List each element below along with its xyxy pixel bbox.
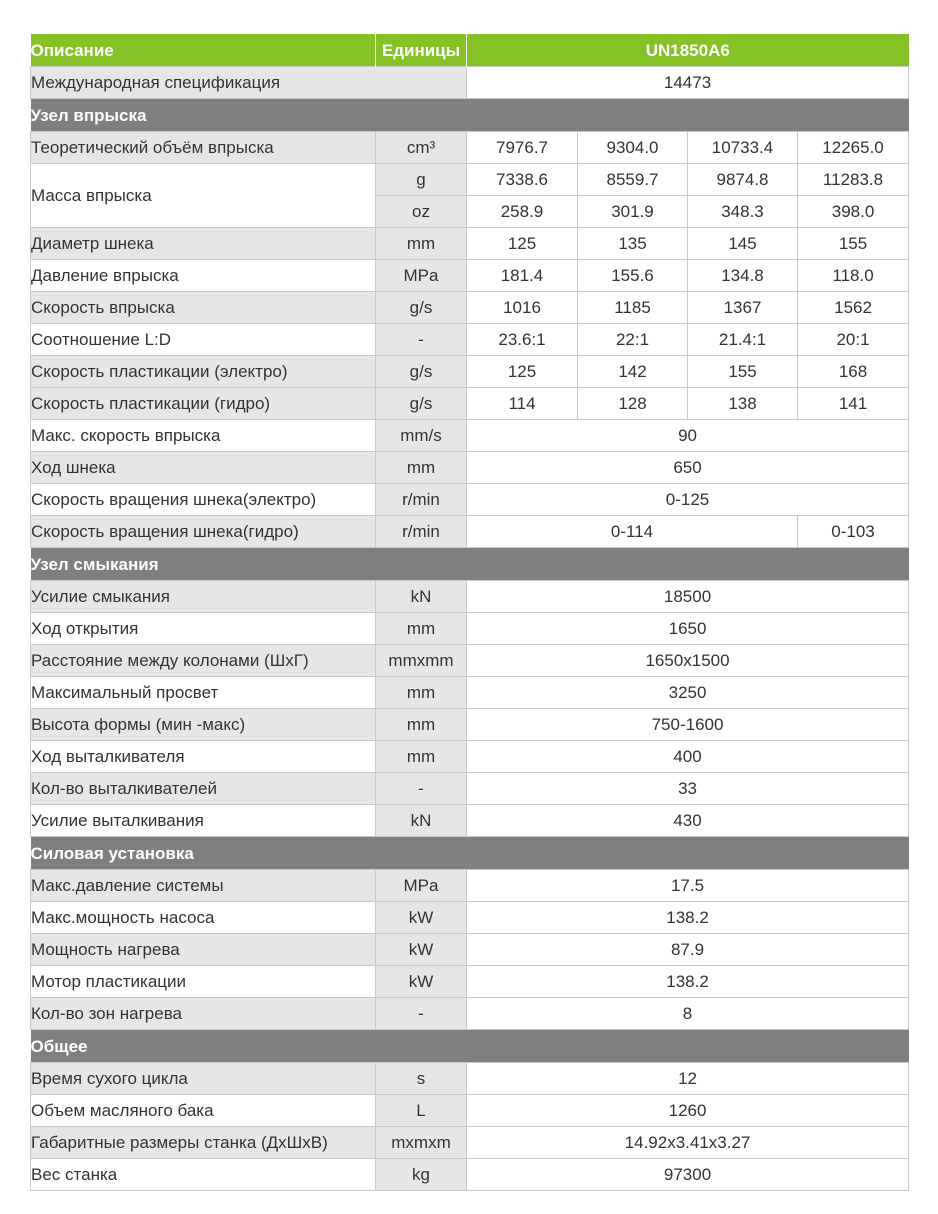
- table-row: [31, 324, 909, 356]
- row-value: 430: [467, 805, 909, 837]
- row-unit: g/s: [376, 356, 467, 388]
- row-unit: r/min: [376, 484, 467, 516]
- row-label: Макс.давление системы: [31, 870, 376, 902]
- row-label: Ход шнека: [31, 452, 376, 484]
- row-unit: mm: [376, 228, 467, 260]
- row-value: 21.4:1: [688, 324, 798, 356]
- table-row: [31, 516, 909, 548]
- row-label: Диаметр шнека: [31, 228, 376, 260]
- row-unit: r/min: [376, 516, 467, 548]
- row-value: 1562: [798, 292, 909, 324]
- table-row: [31, 420, 909, 452]
- table-row: [31, 388, 909, 420]
- table-row: [31, 741, 909, 773]
- row-unit: mm: [376, 677, 467, 709]
- table-row: [31, 709, 909, 741]
- table-row: [31, 132, 909, 164]
- table-row: [31, 228, 909, 260]
- row-value: 90: [467, 420, 909, 452]
- table-row: [31, 292, 909, 324]
- row-value: 87.9: [467, 934, 909, 966]
- row-value: 155: [688, 356, 798, 388]
- row-unit: MPa: [376, 260, 467, 292]
- section-header: [31, 99, 909, 132]
- row-label: Высота формы (мин -макс): [31, 709, 376, 741]
- header-model: UN1850A6: [467, 34, 909, 67]
- row-unit: -: [376, 773, 467, 805]
- row-label: Кол-во зон нагрева: [31, 998, 376, 1030]
- header-description: Описание: [31, 34, 376, 67]
- row-label: Теоретический объём впрыска: [31, 132, 376, 164]
- row-value: 9874.8: [688, 164, 798, 196]
- spec-table: [30, 34, 909, 1191]
- row-value: 301.9: [578, 196, 688, 228]
- table-row: [31, 966, 909, 998]
- row-label: Ход открытия: [31, 613, 376, 645]
- row-unit: kg: [376, 1159, 467, 1191]
- row-value: 650: [467, 452, 909, 484]
- table-row: [31, 677, 909, 709]
- row-unit: g/s: [376, 292, 467, 324]
- table-row: [31, 581, 909, 613]
- row-label: Давление впрыска: [31, 260, 376, 292]
- row-label: Габаритные размеры станка (ДхШхВ): [31, 1127, 376, 1159]
- table-row: [31, 1063, 909, 1095]
- row-value: 138.2: [467, 966, 909, 998]
- row-value: 33: [467, 773, 909, 805]
- row-unit: mm/s: [376, 420, 467, 452]
- row-unit: mm: [376, 709, 467, 741]
- row-label: Макс. скорость впрыска: [31, 420, 376, 452]
- row-unit: kN: [376, 805, 467, 837]
- section-header: [31, 837, 909, 870]
- row-value: 138: [688, 388, 798, 420]
- row-value: 20:1: [798, 324, 909, 356]
- row-unit: -: [376, 324, 467, 356]
- table-row: [31, 164, 909, 196]
- row-label: Мотор пластикации: [31, 966, 376, 998]
- row-value: 12: [467, 1063, 909, 1095]
- row-value: 138.2: [467, 902, 909, 934]
- row-value: 3250: [467, 677, 909, 709]
- row-value: 125: [467, 356, 578, 388]
- row-unit: MPa: [376, 870, 467, 902]
- row-unit: kW: [376, 934, 467, 966]
- row-value: 8: [467, 998, 909, 1030]
- row-unit: mxmxm: [376, 1127, 467, 1159]
- row-label: Максимальный просвет: [31, 677, 376, 709]
- row-value: 22:1: [578, 324, 688, 356]
- row-label: Усилие смыкания: [31, 581, 376, 613]
- table-row: [31, 805, 909, 837]
- row-value: 155.6: [578, 260, 688, 292]
- row-value: 1185: [578, 292, 688, 324]
- table-row: [31, 613, 909, 645]
- row-label: Скорость пластикации (электро): [31, 356, 376, 388]
- row-value: 348.3: [688, 196, 798, 228]
- row-label: Время сухого цикла: [31, 1063, 376, 1095]
- row-value: 1367: [688, 292, 798, 324]
- row-label: Международная спецификация: [31, 67, 467, 99]
- row-value: 11283.8: [798, 164, 909, 196]
- row-value: 0-114: [467, 516, 798, 548]
- row-value: 0-125: [467, 484, 909, 516]
- row-value: 142: [578, 356, 688, 388]
- row-label: Объем масляного бака: [31, 1095, 376, 1127]
- table-row: [31, 934, 909, 966]
- row-value: 125: [467, 228, 578, 260]
- row-value: 141: [798, 388, 909, 420]
- row-unit: g/s: [376, 388, 467, 420]
- row-unit: kW: [376, 902, 467, 934]
- table-row: [31, 484, 909, 516]
- row-value: 12265.0: [798, 132, 909, 164]
- table-row: [31, 260, 909, 292]
- row-value: 97300: [467, 1159, 909, 1191]
- row-unit: cm³: [376, 132, 467, 164]
- row-value: 168: [798, 356, 909, 388]
- table-row: [31, 356, 909, 388]
- row-value: 9304.0: [578, 132, 688, 164]
- row-label: Кол-во выталкивателей: [31, 773, 376, 805]
- row-value: 1650: [467, 613, 909, 645]
- row-label: Скорость впрыска: [31, 292, 376, 324]
- row-value: 1260: [467, 1095, 909, 1127]
- row-value: 398.0: [798, 196, 909, 228]
- row-label: Скорость вращения шнека(гидро): [31, 516, 376, 548]
- row-unit: mm: [376, 452, 467, 484]
- row-label: Скорость пластикации (гидро): [31, 388, 376, 420]
- table-row: [31, 452, 909, 484]
- section-title: Узел впрыска: [31, 99, 909, 132]
- row-label: Макс.мощность насоса: [31, 902, 376, 934]
- row-value: 400: [467, 741, 909, 773]
- table-row: [31, 773, 909, 805]
- row-value: 10733.4: [688, 132, 798, 164]
- table-row: [31, 1095, 909, 1127]
- table-row: [31, 645, 909, 677]
- section-header: [31, 1030, 909, 1063]
- row-label: Скорость вращения шнека(электро): [31, 484, 376, 516]
- row-unit: g: [376, 164, 467, 196]
- section-title: Силовая установка: [31, 837, 909, 870]
- row-label: Расстояние между колонами (ШхГ): [31, 645, 376, 677]
- row-value: 181.4: [467, 260, 578, 292]
- table-row: [31, 1127, 909, 1159]
- row-label: Масса впрыска: [31, 164, 376, 228]
- row-value: 17.5: [467, 870, 909, 902]
- section-title: Узел смыкания: [31, 548, 909, 581]
- row-unit: s: [376, 1063, 467, 1095]
- row-label: Ход выталкивателя: [31, 741, 376, 773]
- table-row: [31, 1159, 909, 1191]
- row-value: 18500: [467, 581, 909, 613]
- row-value: 155: [798, 228, 909, 260]
- table-row: [31, 67, 909, 99]
- row-unit: mm: [376, 613, 467, 645]
- row-value: 14.92x3.41x3.27: [467, 1127, 909, 1159]
- table-row: [31, 998, 909, 1030]
- row-value: 145: [688, 228, 798, 260]
- row-unit: kW: [376, 966, 467, 998]
- row-label: Соотношение L:D: [31, 324, 376, 356]
- row-value: 1016: [467, 292, 578, 324]
- row-unit: mm: [376, 741, 467, 773]
- row-value: 7338.6: [467, 164, 578, 196]
- row-value: 128: [578, 388, 688, 420]
- row-unit: -: [376, 998, 467, 1030]
- table-row: [31, 870, 909, 902]
- row-value: 118.0: [798, 260, 909, 292]
- row-value: 23.6:1: [467, 324, 578, 356]
- table-header: [31, 34, 909, 67]
- row-value: 14473: [467, 67, 909, 99]
- row-value: 7976.7: [467, 132, 578, 164]
- row-label: Усилие выталкивания: [31, 805, 376, 837]
- row-label: Мощность нагрева: [31, 934, 376, 966]
- section-title: Общее: [31, 1030, 909, 1063]
- row-value: 134.8: [688, 260, 798, 292]
- row-unit: L: [376, 1095, 467, 1127]
- row-label: Вес станка: [31, 1159, 376, 1191]
- row-value: 1650x1500: [467, 645, 909, 677]
- row-value: 8559.7: [578, 164, 688, 196]
- row-value: 258.9: [467, 196, 578, 228]
- row-unit: kN: [376, 581, 467, 613]
- row-value: 114: [467, 388, 578, 420]
- row-value: 135: [578, 228, 688, 260]
- row-value: 750-1600: [467, 709, 909, 741]
- header-units: Единицы: [376, 34, 467, 67]
- row-unit: mmxmm: [376, 645, 467, 677]
- row-unit: oz: [376, 196, 467, 228]
- row-value: 0-103: [798, 516, 909, 548]
- table-row: [31, 902, 909, 934]
- section-header: [31, 548, 909, 581]
